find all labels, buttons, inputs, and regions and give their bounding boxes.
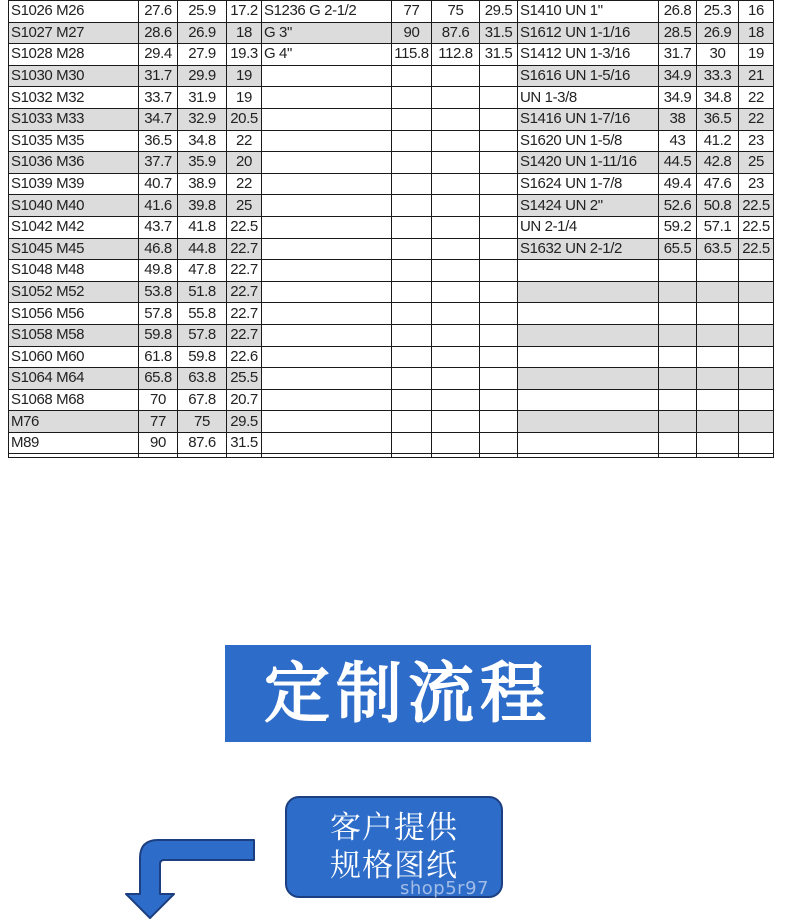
table-cell: 31.5 (227, 432, 262, 454)
section-title: 定制流程 (264, 654, 552, 732)
table-cell (392, 346, 432, 368)
table-cell: 29.5 (480, 1, 518, 23)
bent-arrow-down-icon (118, 838, 258, 920)
table-cell (739, 281, 774, 303)
table-cell (392, 281, 432, 303)
table-cell: 53.8 (139, 281, 178, 303)
table-cell (392, 389, 432, 411)
table-cell: 22 (227, 173, 262, 195)
table-cell: 87.6 (432, 22, 480, 44)
table-cell (659, 432, 697, 454)
table-cell (178, 454, 227, 458)
table-cell: 32.9 (178, 108, 227, 130)
table-cell: 36.5 (697, 108, 739, 130)
table-cell (697, 368, 739, 390)
table-cell: 63.8 (178, 368, 227, 390)
table-cell: S1616 UN 1-5/16 (518, 65, 659, 87)
table-cell: 28.5 (659, 22, 697, 44)
table-cell: 63.5 (697, 238, 739, 260)
table-cell: 40.7 (139, 173, 178, 195)
table-cell (432, 411, 480, 433)
table-cell (139, 454, 178, 458)
table-cell: S1632 UN 2-1/2 (518, 238, 659, 260)
table-cell: 18 (739, 22, 774, 44)
table-cell (659, 324, 697, 346)
table-cell: 26.9 (178, 22, 227, 44)
table-cell: 59.2 (659, 216, 697, 238)
table-cell: 65.8 (139, 368, 178, 390)
table-cell (480, 368, 518, 390)
table-cell (518, 303, 659, 325)
table-cell (697, 389, 739, 411)
table-cell: S1032 M32 (9, 87, 139, 109)
table-cell (518, 389, 659, 411)
table-cell (518, 411, 659, 433)
table-row (9, 65, 774, 87)
table-cell: 38 (659, 108, 697, 130)
table-cell: S1064 M64 (9, 368, 139, 390)
table-cell (262, 303, 392, 325)
table-row (9, 108, 774, 130)
table-row (9, 152, 774, 174)
table-cell (739, 454, 774, 458)
table-cell (9, 454, 139, 458)
table-row (9, 324, 774, 346)
table-cell (262, 411, 392, 433)
table-cell: 22.7 (227, 303, 262, 325)
watermark-text: shop5r97 (400, 878, 489, 899)
table-cell (432, 173, 480, 195)
table-cell (262, 389, 392, 411)
table-cell (697, 346, 739, 368)
table-cell: 44.8 (178, 238, 227, 260)
table-cell (518, 454, 659, 458)
table-cell: 31.5 (480, 44, 518, 66)
table-cell: 25.9 (178, 1, 227, 23)
table-cell (659, 368, 697, 390)
table-row (9, 346, 774, 368)
table-cell (697, 281, 739, 303)
table-cell (480, 152, 518, 174)
table-cell (518, 324, 659, 346)
table-cell (480, 281, 518, 303)
table-cell: 22.7 (227, 260, 262, 282)
table-cell: 67.8 (178, 389, 227, 411)
table-cell (739, 368, 774, 390)
table-cell (262, 368, 392, 390)
table-cell (262, 130, 392, 152)
table-cell (392, 454, 432, 458)
table-cell: 59.8 (139, 324, 178, 346)
table-cell: 43 (659, 130, 697, 152)
table-cell: 43.7 (139, 216, 178, 238)
table-cell: 55.8 (178, 303, 227, 325)
table-cell: 41.2 (697, 130, 739, 152)
table-cell (392, 368, 432, 390)
table-cell (480, 389, 518, 411)
table-cell (392, 238, 432, 260)
table-cell (392, 65, 432, 87)
table-row (9, 216, 774, 238)
table-cell (432, 87, 480, 109)
table-cell: 18 (227, 22, 262, 44)
table-cell: 25.3 (697, 1, 739, 23)
table-cell: 90 (139, 432, 178, 454)
table-cell: 47.6 (697, 173, 739, 195)
table-cell (432, 281, 480, 303)
table-cell: 22.5 (739, 238, 774, 260)
table-cell (480, 195, 518, 217)
table-cell (432, 454, 480, 458)
table-cell: 23 (739, 173, 774, 195)
table-cell: S1035 M35 (9, 130, 139, 152)
table-row (9, 432, 774, 454)
table-cell: 50.8 (697, 195, 739, 217)
table-cell: 26.9 (697, 22, 739, 44)
table-cell (262, 195, 392, 217)
table-cell (659, 281, 697, 303)
table-cell (480, 432, 518, 454)
table-cell: 19 (227, 65, 262, 87)
table-cell (739, 346, 774, 368)
table-cell (392, 130, 432, 152)
table-cell: 31.7 (139, 65, 178, 87)
table-cell (480, 108, 518, 130)
table-row (9, 130, 774, 152)
table-cell: S1068 M68 (9, 389, 139, 411)
table-cell: 22.7 (227, 281, 262, 303)
table-cell (432, 108, 480, 130)
table-cell: M76 (9, 411, 139, 433)
table-cell: M89 (9, 432, 139, 454)
table-row (9, 389, 774, 411)
table-cell (518, 260, 659, 282)
table-cell (480, 260, 518, 282)
table-cell: S1042 M42 (9, 216, 139, 238)
table-cell: 29.5 (227, 411, 262, 433)
table-cell (262, 346, 392, 368)
table-cell: 57.8 (139, 303, 178, 325)
table-cell (480, 130, 518, 152)
table-cell (480, 346, 518, 368)
table-cell: 34.8 (178, 130, 227, 152)
table-cell: S1412 UN 1-3/16 (518, 44, 659, 66)
table-cell: 37.7 (139, 152, 178, 174)
table-cell: S1416 UN 1-7/16 (518, 108, 659, 130)
table-cell (659, 303, 697, 325)
table-cell: 61.8 (139, 346, 178, 368)
table-cell (262, 432, 392, 454)
table-cell: S1624 UN 1-7/8 (518, 173, 659, 195)
table-cell (432, 152, 480, 174)
table-cell: 38.9 (178, 173, 227, 195)
table-cell (659, 454, 697, 458)
table-cell (262, 281, 392, 303)
table-cell (659, 411, 697, 433)
table-cell: 29.4 (139, 44, 178, 66)
table-cell (227, 454, 262, 458)
table-cell (392, 324, 432, 346)
table-cell: 22.5 (739, 195, 774, 217)
table-cell: 31.7 (659, 44, 697, 66)
table-row (9, 411, 774, 433)
table-cell: 112.8 (432, 44, 480, 66)
table-cell (739, 411, 774, 433)
table-cell: 34.9 (659, 65, 697, 87)
section-title-banner (225, 645, 591, 742)
table-cell (432, 303, 480, 325)
table-cell: S1236 G 2-1/2 (262, 1, 392, 23)
table-cell (480, 87, 518, 109)
table-cell: 115.8 (392, 44, 432, 66)
table-cell: 26.8 (659, 1, 697, 23)
table-cell: S1424 UN 2" (518, 195, 659, 217)
table-row (9, 44, 774, 66)
table-cell: 22.7 (227, 324, 262, 346)
table-cell (432, 260, 480, 282)
table-cell: 33.3 (697, 65, 739, 87)
table-cell: 34.8 (697, 87, 739, 109)
table-cell: 47.8 (178, 260, 227, 282)
table-cell: 51.8 (178, 281, 227, 303)
table-cell: 36.5 (139, 130, 178, 152)
table-cell: 57.1 (697, 216, 739, 238)
table-cell (432, 432, 480, 454)
table-cell (432, 65, 480, 87)
table-cell: 57.8 (178, 324, 227, 346)
table-cell: 22 (739, 87, 774, 109)
table-cell: 19 (227, 87, 262, 109)
table-cell: S1052 M52 (9, 281, 139, 303)
table-cell: 21 (739, 65, 774, 87)
table-cell: 46.8 (139, 238, 178, 260)
table-cell: 25.5 (227, 368, 262, 390)
table-cell: 28.6 (139, 22, 178, 44)
table-cell: S1028 M28 (9, 44, 139, 66)
table-cell (518, 368, 659, 390)
table-cell: 22 (227, 130, 262, 152)
table-cell: S1060 M60 (9, 346, 139, 368)
table-cell (262, 152, 392, 174)
table-cell (262, 87, 392, 109)
table-cell (480, 173, 518, 195)
table-cell: 77 (392, 1, 432, 23)
table-cell: 59.8 (178, 346, 227, 368)
table-cell: S1027 M27 (9, 22, 139, 44)
table-cell (392, 303, 432, 325)
table-row (9, 22, 774, 44)
table-cell: 27.6 (139, 1, 178, 23)
table-cell (262, 108, 392, 130)
table-cell (432, 324, 480, 346)
table-cell (480, 454, 518, 458)
table-cell (392, 411, 432, 433)
table-cell (262, 216, 392, 238)
table-cell: 30 (697, 44, 739, 66)
table-cell: S1612 UN 1-1/16 (518, 22, 659, 44)
table-cell: S1036 M36 (9, 152, 139, 174)
table-cell (432, 346, 480, 368)
table-cell (480, 238, 518, 260)
table-cell: 19 (739, 44, 774, 66)
table-cell: 34.9 (659, 87, 697, 109)
table-cell: G 4" (262, 44, 392, 66)
table-cell: 31.9 (178, 87, 227, 109)
table-cell: S1045 M45 (9, 238, 139, 260)
table-cell: 16 (739, 1, 774, 23)
table-cell (480, 216, 518, 238)
table-cell: 22.6 (227, 346, 262, 368)
table-row (9, 238, 774, 260)
table-cell (739, 303, 774, 325)
table-row (9, 87, 774, 109)
table-cell (480, 65, 518, 87)
table-cell: 27.9 (178, 44, 227, 66)
table-cell (659, 346, 697, 368)
table-cell (262, 173, 392, 195)
table-cell: 35.9 (178, 152, 227, 174)
table-cell: 31.5 (480, 22, 518, 44)
table-cell: 20.7 (227, 389, 262, 411)
table-cell: 70 (139, 389, 178, 411)
table-cell: 22 (739, 108, 774, 130)
table-cell: 22.7 (227, 238, 262, 260)
table-cell (518, 432, 659, 454)
table-cell (739, 324, 774, 346)
table-cell (262, 324, 392, 346)
table-cell: 52.6 (659, 195, 697, 217)
flow-step-line-1: 客户提供 (330, 810, 458, 846)
table-cell (739, 260, 774, 282)
table-cell (659, 389, 697, 411)
table-cell: 39.8 (178, 195, 227, 217)
table-cell (392, 87, 432, 109)
table-cell: S1030 M30 (9, 65, 139, 87)
table-row (9, 260, 774, 282)
table-cell: 19.3 (227, 44, 262, 66)
table-cell (262, 454, 392, 458)
table-cell: S1420 UN 1-11/16 (518, 152, 659, 174)
table-cell (518, 346, 659, 368)
table-cell: 34.7 (139, 108, 178, 130)
table-cell: 87.6 (178, 432, 227, 454)
table-cell (262, 238, 392, 260)
table-cell (262, 260, 392, 282)
table-cell (697, 432, 739, 454)
table-cell: 20.5 (227, 108, 262, 130)
table-cell (697, 303, 739, 325)
table-cell: 75 (432, 1, 480, 23)
table-cell: S1058 M58 (9, 324, 139, 346)
table-cell (739, 432, 774, 454)
flow-step-line-2: 规格图纸 (330, 848, 458, 884)
table-cell (480, 324, 518, 346)
table-row (9, 173, 774, 195)
table-cell (392, 260, 432, 282)
table-cell: 77 (139, 411, 178, 433)
table-cell: 20 (227, 152, 262, 174)
table-cell: 75 (178, 411, 227, 433)
table-cell (432, 216, 480, 238)
table-cell (659, 260, 697, 282)
table-cell (739, 389, 774, 411)
table-cell: S1040 M40 (9, 195, 139, 217)
table-cell (392, 152, 432, 174)
table-row (9, 195, 774, 217)
table-cell: S1026 M26 (9, 1, 139, 23)
table-row (9, 281, 774, 303)
table-cell (697, 411, 739, 433)
table-row-stub (9, 454, 774, 458)
table-cell: 44.5 (659, 152, 697, 174)
table-cell (697, 454, 739, 458)
table-cell (392, 216, 432, 238)
table-row (9, 368, 774, 390)
table-cell: 41.8 (178, 216, 227, 238)
table-cell: 22.5 (227, 216, 262, 238)
table-cell: UN 2-1/4 (518, 216, 659, 238)
table-cell: 42.8 (697, 152, 739, 174)
table-cell (697, 260, 739, 282)
table-cell (432, 130, 480, 152)
table-cell: 29.9 (178, 65, 227, 87)
table-cell: 65.5 (659, 238, 697, 260)
table-cell: S1048 M48 (9, 260, 139, 282)
table-cell: 25 (739, 152, 774, 174)
table-cell: S1039 M39 (9, 173, 139, 195)
table-cell (697, 324, 739, 346)
table-cell (392, 173, 432, 195)
table-cell: S1056 M56 (9, 303, 139, 325)
table-cell: 33.7 (139, 87, 178, 109)
table-cell: G 3" (262, 22, 392, 44)
table-cell: S1033 M33 (9, 108, 139, 130)
table-cell (432, 238, 480, 260)
table-cell (432, 368, 480, 390)
table-cell: 25 (227, 195, 262, 217)
table-cell (480, 411, 518, 433)
table-cell: 90 (392, 22, 432, 44)
table-cell (392, 432, 432, 454)
table-cell: 22.5 (739, 216, 774, 238)
table-cell: 49.4 (659, 173, 697, 195)
table-cell (432, 195, 480, 217)
table-row (9, 1, 774, 23)
table-cell (392, 108, 432, 130)
table-cell: S1620 UN 1-5/8 (518, 130, 659, 152)
table-cell: 49.8 (139, 260, 178, 282)
table-cell (262, 65, 392, 87)
table-cell: 41.6 (139, 195, 178, 217)
thread-spec-table (8, 0, 774, 458)
table-cell: UN 1-3/8 (518, 87, 659, 109)
table-cell (480, 303, 518, 325)
table-cell: S1410 UN 1" (518, 1, 659, 23)
table-cell: 23 (739, 130, 774, 152)
table-cell (518, 281, 659, 303)
table-cell (392, 195, 432, 217)
table-row (9, 303, 774, 325)
table-cell (432, 389, 480, 411)
table-cell: 17.2 (227, 1, 262, 23)
